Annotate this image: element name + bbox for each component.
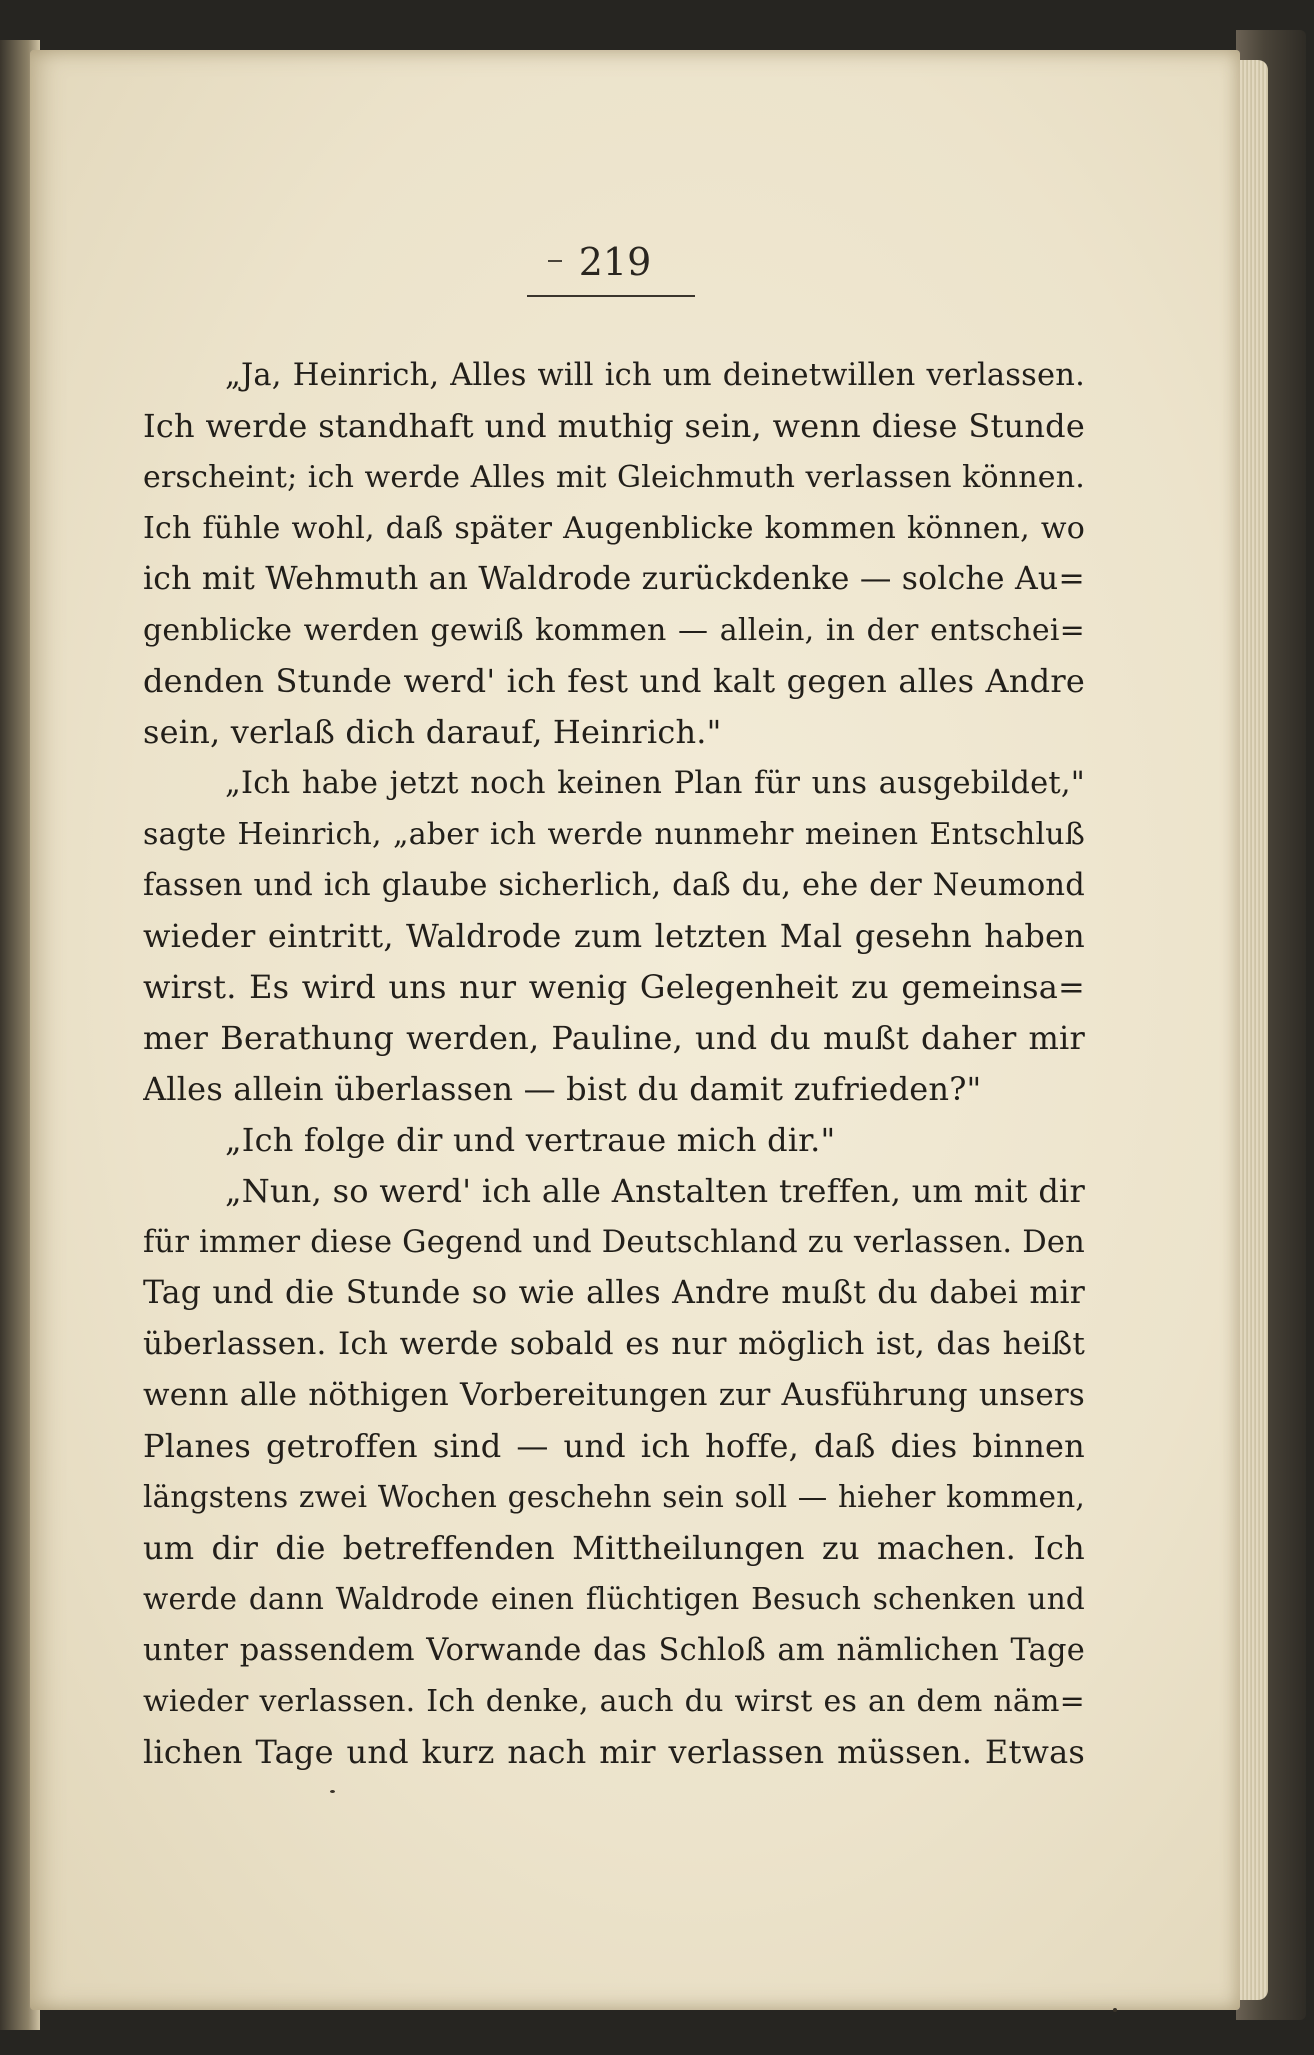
text-line: denden Stunde werd' ich fest und kalt gegen alles Andre: [143, 662, 1085, 700]
text-line: ich mit Wehmuth an Waldrode zurückdenke — solche Au=: [143, 561, 1085, 597]
text-line: wirst. Es wird uns nur wenig Gelegenheit zu gemeinsa=: [143, 968, 1085, 1006]
page-number: 219: [578, 240, 652, 284]
ink-speck: [330, 1790, 335, 1793]
text-line: überlassen. Ich werde sobald es nur möglich ist, das heißt: [143, 1326, 1085, 1362]
text-line: wenn alle nöthigen Vorbereitungen zur Ausführung unsers: [143, 1377, 1085, 1413]
text-line: „Nun, so werd' ich alle Anstalten treffen, um mit dir: [225, 1172, 1085, 1210]
header-rule: [527, 295, 695, 297]
text-line: Alles allein überlassen — bist du damit zufrieden?": [143, 1070, 982, 1108]
text-line: sein, verlaß dich darauf, Heinrich.": [143, 713, 722, 751]
text-line: erscheint; ich werde Alles mit Gleichmuth verlassen können.: [143, 460, 1085, 495]
text-line: sagte Heinrich, „aber ich werde nunmehr meinen Entschluß: [143, 817, 1085, 852]
text-line: Ich fühle wohl, daß später Augenblicke kommen können, wo: [143, 511, 1085, 546]
text-line: Ich werde standhaft und muthig sein, wenn diese Stunde: [143, 407, 1085, 445]
text-line: längstens zwei Wochen geschehn sein soll — hieher kommen,: [143, 1480, 1085, 1514]
text-line: mer Berathung werden, Pauline, und du mußt daher mir: [143, 1019, 1085, 1057]
text-line: unter passendem Vorwande das Schloß am nämlichen Tage: [143, 1633, 1085, 1668]
text-line: fassen und ich glaube sicherlich, daß du, ehe der Neumond: [143, 868, 1085, 903]
text-line: um dir die betreffenden Mittheilungen zu machen. Ich: [143, 1529, 1085, 1567]
text-line: werde dann Waldrode einen flüchtigen Besuch schenken und: [143, 1582, 1085, 1616]
text-line: „Ich folge dir und vertraue mich dir.": [225, 1121, 836, 1159]
body-text: [143, 350, 1085, 1778]
book-page: [30, 50, 1240, 2010]
text-line: Planes getroffen sind — und ich hoffe, daß dies binnen: [143, 1427, 1085, 1465]
text-line: wieder verlassen. Ich denke, auch du wirst es an dem näm=: [143, 1684, 1085, 1719]
text-line: wieder eintritt, Waldrode zum letzten Mal gesehn haben: [143, 917, 1085, 955]
page-number-dash: [548, 260, 562, 262]
text-line: „Ja, Heinrich, Alles will ich um deinetwillen verlassen.: [225, 358, 1085, 393]
text-line: „Ich habe jetzt noch keinen Plan für uns ausgebildet,": [225, 766, 1085, 801]
text-line: für immer diese Gegend und Deutschland zu verlassen. Den: [143, 1225, 1085, 1260]
text-line: lichen Tage und kurz nach mir verlassen müssen. Etwas: [143, 1733, 1085, 1771]
ink-speck: [1113, 2008, 1117, 2012]
text-line: Tag und die Stunde so wie alles Andre mußt du dabei mir: [143, 1275, 1085, 1311]
text-line: genblicke werden gewiß kommen — allein, in der entschei=: [143, 613, 1085, 648]
